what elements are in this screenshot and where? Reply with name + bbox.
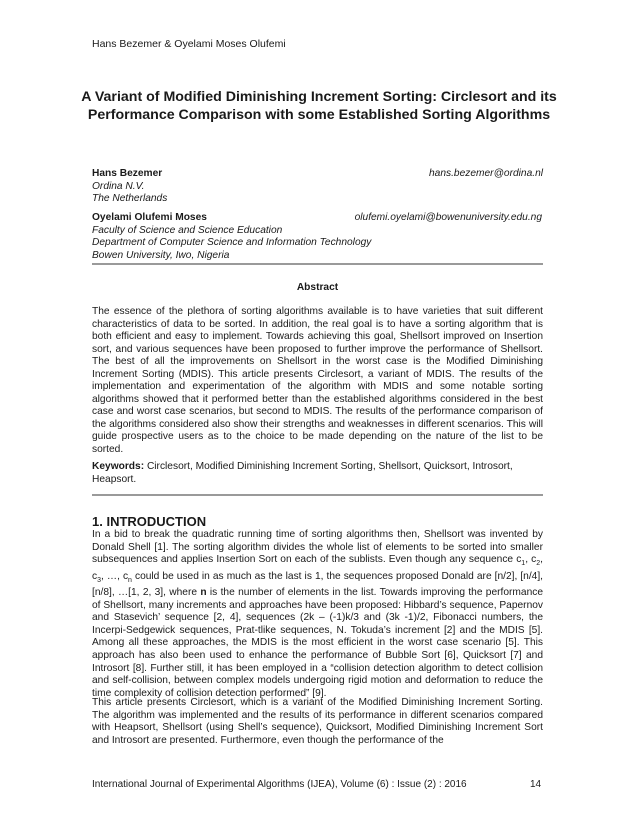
author-affiliation-line: The Netherlands: [92, 193, 168, 204]
page-number: 14: [530, 779, 542, 790]
divider: [92, 494, 543, 496]
abstract-heading: Abstract: [296, 282, 339, 293]
author-email-2[interactable]: olufemi.oyelami@bowenuniversity.edu.ng: [354, 212, 542, 223]
author-name: Hans Bezemer: [92, 168, 163, 179]
running-head: Hans Bezemer & Oyelami Moses Olufemi: [92, 38, 286, 50]
paper-title: A Variant of Modified Diminishing Increment Sorting: Circlesort and its Performance Comparison with some Established Sorting Algorithms: [81, 89, 557, 123]
keywords-text: Circlesort, Modified Diminishing Increment Sorting, Shellsort, Quicksort, Introsort, Heapsort.: [92, 461, 513, 485]
author-email-1[interactable]: hans.bezemer@ordina.nl: [429, 168, 543, 179]
intro-paragraph-2: This article presents Circlesort, which is a variant of the Modified Diminishing Increment Sorting. The algorithm was implemented and the results of its performance in different scenarios compared with Heapsort, Shellsort (using Shell’s sequence), Quicksort, Modified Diminishing Increment Sort and Introsort are presented. Furthermore, even though the performance of the: [92, 697, 543, 746]
intro-paragraph-1: In a bid to break the quadratic running time of sorting algorithms then, Shellsort was invented by Donald Shell [1]. The sorting algorithm divides the whole list of elements to be sorted into smaller subsequences and applies Insertion Sort on each of the sublists. Even though any sequence $c_1$, $c_2$, $c_3$, …, $c_n$ could be used in as much as the last is 1, the sequences proposed Donald are [n/2], [n/4], [n/8], …[1, 2, 3], where n is the number of elements in the list. Towards improving the performance of Shellsort, many increments and approaches have been proposed: Hibbard’s sequence, Papernov and Stasevich’ sequence [2, 4], sequences (2k – (-1)k/3 and (3k -1)/2, Fibonacci numbers, the Incerpi-Sedgewick sequences, Prat-tlike sequences, N. Tokuda’s increment [2] and the MDIS [5]. Among all these approaches, the MDIS is the most efficient in the worst case scenario [5]. This approach has also been used to enhance the performance of Bubble Sort [6], Quicksort [7] and Introsort [8]. Further still, it has been employed in a “collision detection algorithm to detect collision and self-collision, between complex models undergoing rigid motion and deformation to reduce the time complexity of collision detection performed” [9].: [92, 529, 544, 699]
keywords: [92, 461, 543, 486]
abstract-text: The essence of the plethora of sorting algorithms available is to have varieties that suit different characteristics of data to be sorted. In addition, the real goal is to have a sorting algorithm that is both efficient and easy to implement. Towards achieving this goal, Shellsort improved on Insertion sort, and various sequences have been proposed to further improve the performance of Shellsort. The best of all the improvements on Shellsort in the worst case is the Modified Diminishing Increment Sorting (MDIS). This article presents Circlesort, a variant of MDIS. The results of the implementation and experimentation of the algorithm with MDIS and some notable sorting algorithms showed that it performed better than the established algorithms considered in the best case and worst case scenarios, but second to MDIS. The results of the performance comparison of the algorithms considered also show their strengths and weaknesses in different scenarios. This will guide prospective users as to the choice to be made depending on the nature of the list to be sorted.: [92, 306, 543, 456]
author-block-2: [92, 212, 371, 262]
divider: [92, 263, 543, 265]
author-affiliation-line: Department of Computer Science and Information Technology: [92, 237, 372, 248]
keywords-label: Keywords:: [92, 461, 145, 472]
author-block-1: [92, 168, 167, 206]
footer-journal: International Journal of Experimental Algorithms (IJEA), Volume (6) : Issue (2) : 2016: [92, 779, 467, 790]
author-name: Oyelami Olufemi Moses: [92, 212, 207, 223]
author-affiliation-line: Faculty of Science and Science Education: [92, 224, 283, 236]
author-affiliation-line: Bowen University, Iwo, Nigeria: [92, 249, 230, 261]
author-affiliation-line: Ordina N.V.: [92, 180, 145, 192]
section-heading: 1. INTRODUCTION: [92, 514, 207, 529]
